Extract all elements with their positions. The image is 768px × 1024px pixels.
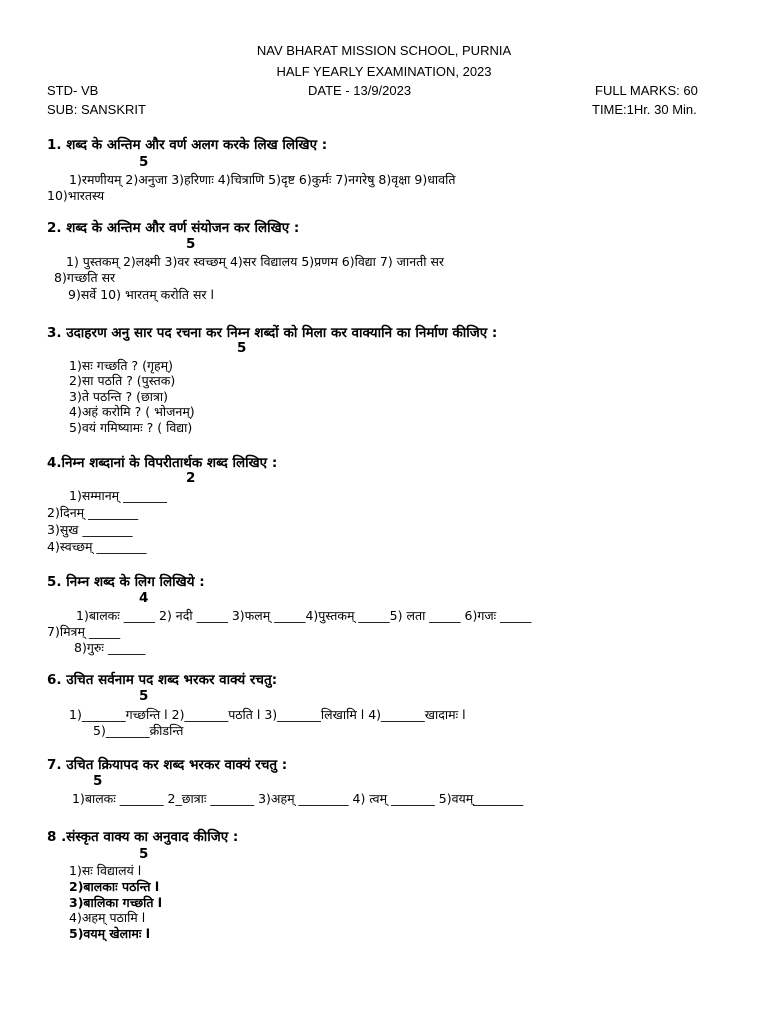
question-6-title: 6. उचित सर्वनाम पद शब्द भरकर वाक्यं रचतु:: [47, 672, 278, 688]
question-1-title: 1. शब्द के अन्तिम और वर्ण अलग करके लिख लिखिए :: [47, 137, 328, 153]
question-8-item: 2)बालकाः पठन्ति l: [69, 879, 160, 894]
question-4-item: 1)सम्मानम् _______: [69, 488, 167, 503]
question-2-line: 1) पुस्तकम् 2)लक्ष्मी 3)वर स्वच्छम् 4)सर विद्यालय 5)प्रणम 6)विद्या 7) जानती सर: [66, 254, 445, 269]
question-3-marks: 5: [237, 340, 247, 356]
time-label: TIME:1Hr. 30 Min.: [592, 102, 697, 117]
question-1-marks: 5: [139, 154, 149, 170]
question-8-marks: 5: [139, 846, 149, 862]
subject-label: SUB: SANSKRIT: [47, 102, 146, 117]
date-label: DATE - 13/9/2023: [308, 83, 412, 98]
question-7-marks: 5: [93, 773, 103, 789]
question-6-line: 1)_______गच्छन्ति l 2)_______पठति l 3)_______लिखामि l 4)_______खादामः l: [69, 707, 466, 722]
question-2-line: 8)गच्छति सर: [54, 270, 116, 285]
question-7-line: 1)बालकः _______ 2_छात्राः _______ 3)अहम् ________ 4) त्वम् _______ 5)वयम्________: [72, 791, 524, 806]
full-marks-label: FULL MARKS: 60: [595, 83, 698, 98]
question-2-title: 2. शब्द के अन्तिम और वर्ण संयोजन कर लिखिए :: [47, 220, 300, 236]
question-3-item: 5)वयं गमिष्यामः ? ( विद्या): [69, 420, 193, 435]
question-3-title: 3. उदाहरण अनु सार पद रचना कर निम्न शब्दों को मिला कर वाक्यानि का निर्माण कीजिए :: [47, 325, 498, 341]
question-1-line: 1)रमणीयम् 2)अनुजा 3)हरिणाः 4)चित्राणि 5)दृष्ट 6)कुर्मः 7)नगरेषु 8)वृक्षा 9)धावति: [69, 172, 456, 187]
question-5-line: 7)मित्रम् _____: [47, 624, 121, 639]
question-7-title: 7. उचित क्रियापद कर शब्द भरकर वाक्यं रचतु :: [47, 757, 288, 773]
question-5-line: 1)बालकः _____ 2) नदी _____ 3)फलम् _____4)पुस्तकम् _____5) लता _____ 6)गजः _____: [76, 608, 532, 623]
exam-title: HALF YEARLY EXAMINATION, 2023: [276, 64, 492, 79]
question-3-item: 4)अहं करोमि ? ( भोजनम्): [69, 404, 195, 419]
question-3-item: 2)सा पठति ? (पुस्तक): [69, 373, 176, 388]
question-4-item: 4)स्वच्छम् ________: [47, 539, 147, 554]
question-5-marks: 4: [139, 590, 149, 606]
question-8-item: 5)वयम् खेलामः l: [69, 926, 151, 941]
question-8-item: 1)सः विद्यालयं l: [69, 863, 142, 878]
question-8-item: 3)बालिका गच्छति l: [69, 895, 163, 910]
question-4-item: 3)सुख ________: [47, 522, 133, 537]
question-4-marks: 2: [186, 470, 196, 486]
question-3-item: 3)ते पठन्ति ? (छात्रा): [69, 389, 168, 404]
question-2-marks: 5: [186, 236, 196, 252]
question-2-line: 9)सर्वे 10) भारतम् करोति सर l: [68, 287, 214, 302]
question-6-line: 5)_______क्रीडन्ति: [93, 723, 184, 738]
question-8-item: 4)अहम् पठामि l: [69, 910, 146, 925]
school-name: NAV BHARAT MISSION SCHOOL, PURNIA: [256, 43, 512, 58]
question-6-marks: 5: [139, 688, 149, 704]
std-label: STD- VB: [47, 83, 99, 98]
question-8-title: 8 .संस्कृत वाक्य का अनुवाद कीजिए :: [47, 829, 239, 845]
question-1-line: 10)भारतस्य: [47, 188, 105, 203]
question-5-line: 8)गुरुः ______: [74, 640, 146, 655]
question-4-title: 4.निम्न शब्दानां के विपरीतार्थक शब्द लिखिए :: [47, 455, 278, 471]
question-5-title: 5. निम्न शब्द के लिग लिखिये :: [47, 574, 205, 590]
question-4-item: 2)दिनम् ________: [47, 505, 139, 520]
question-3-item: 1)सः गच्छति ? (गृहम्): [69, 358, 174, 373]
